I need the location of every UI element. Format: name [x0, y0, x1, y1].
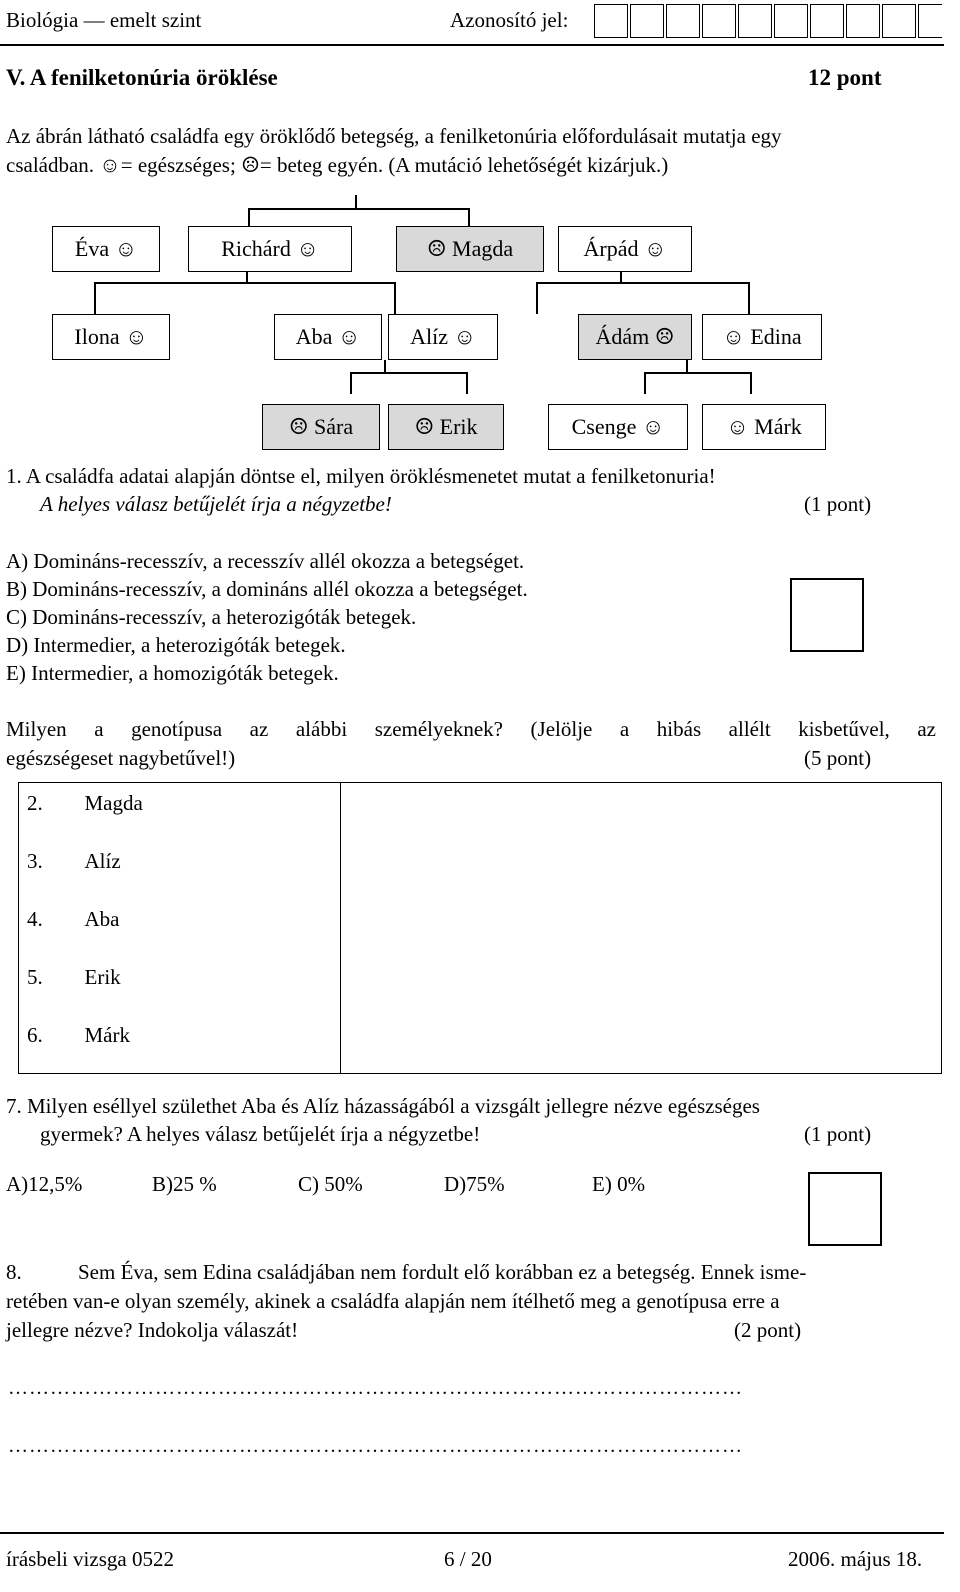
answer-cell[interactable]: [341, 783, 942, 842]
q8-points: (2 pont): [734, 1318, 802, 1342]
footer-rule: [0, 1532, 944, 1534]
id-cell[interactable]: [630, 4, 664, 38]
row-name: Magda: [75, 783, 341, 842]
answer-cell[interactable]: [341, 1015, 942, 1074]
row-number: 2.: [19, 783, 75, 842]
id-cell[interactable]: [774, 4, 808, 38]
row-name: Aba: [75, 899, 341, 957]
id-label: Azonosító jel:: [450, 8, 569, 32]
q1-instruction: A helyes válasz betűjelét írja a négyzetbe!: [40, 492, 392, 516]
person-erik: ☹ Erik: [388, 404, 504, 450]
q7-points: (1 pont): [804, 1122, 872, 1146]
q1-text: 1. A családfa adatai alapján döntse el, milyen öröklésmenetet mutat a fenilketonuria!: [6, 464, 716, 488]
q7-option-a: A)12,5%: [6, 1172, 83, 1196]
q2-text-2: egészségeset nagybetűvel!): [6, 746, 236, 770]
person-csenge: Csenge ☺: [548, 404, 688, 450]
table-row: [19, 841, 942, 899]
person-ilona: Ilona ☺: [52, 314, 170, 360]
footer-left: írásbeli vizsga 0522: [6, 1547, 174, 1571]
person-adam: Ádám ☹: [578, 314, 692, 360]
q7-option-d: D)75%: [444, 1172, 505, 1196]
header-rule: [0, 44, 944, 46]
q7-option-c: C) 50%: [298, 1172, 363, 1196]
id-cell[interactable]: [738, 4, 772, 38]
person-aliz: Alíz ☺: [388, 314, 498, 360]
q1-option-a: A) Domináns-recesszív, a recesszív allél okozza a betegséget.: [6, 549, 525, 573]
q1-option-b: B) Domináns-recesszív, a domináns allél okozza a betegséget.: [6, 577, 528, 601]
id-cell[interactable]: [882, 4, 916, 38]
table-row: [19, 1015, 942, 1074]
q7-option-e: E) 0%: [592, 1172, 646, 1196]
table-row: [19, 899, 942, 957]
person-richard: Richárd ☺: [188, 226, 352, 272]
id-cell[interactable]: [810, 4, 844, 38]
answer-line-2[interactable]: ……………………………………………………………………………………………: [8, 1435, 743, 1457]
row-number: 4.: [19, 899, 75, 957]
table-row: [19, 957, 942, 1015]
q8-text-3: jellegre nézve? Indokolja válaszát!: [6, 1318, 299, 1342]
answer-cell[interactable]: [341, 957, 942, 1015]
genotype-table: [18, 782, 942, 1074]
row-name: Erik: [75, 957, 341, 1015]
row-name: Alíz: [75, 841, 341, 899]
person-arpad: Árpád ☺: [558, 226, 692, 272]
id-cell[interactable]: [594, 4, 628, 38]
q7-answer-box[interactable]: [808, 1172, 882, 1246]
intro-line-2: családban. ☺= egészséges; ☹= beteg egyén. (A mutáció lehetőségét kizárjuk.): [6, 153, 669, 177]
row-number: 5.: [19, 957, 75, 1015]
row-number: 3.: [19, 841, 75, 899]
task-points: 12 pont: [808, 65, 882, 90]
q1-points: (1 pont): [804, 492, 872, 516]
id-cell[interactable]: [918, 4, 942, 38]
row-number: 6.: [19, 1015, 75, 1074]
answer-cell[interactable]: [341, 841, 942, 899]
page-number: 6 / 20: [444, 1547, 492, 1571]
q2-text-1: Milyen a genotípusa az alábbi személyeknek? (Jelölje a hibás allélt kisbetűvel, az: [6, 717, 936, 741]
person-magda: ☹ Magda: [396, 226, 544, 272]
header-subject: Biológia — emelt szint: [6, 8, 202, 32]
table-row: [19, 783, 942, 842]
intro-line-1: Az ábrán látható családfa egy öröklődő betegség, a fenilketonúria előfordulásait mutatja egy: [6, 124, 782, 148]
id-cell[interactable]: [846, 4, 880, 38]
q1-answer-box[interactable]: [790, 578, 864, 652]
q1-option-d: D) Intermedier, a heterozigóták betegek.: [6, 633, 346, 657]
id-cell[interactable]: [666, 4, 700, 38]
q2-text-line-1: [6, 719, 936, 740]
person-aba: Aba ☺: [274, 314, 382, 360]
person-mark: ☺ Márk: [702, 404, 826, 450]
q7-text-1: 7. Milyen eséllyel születhet Aba és Alíz házasságából a vizsgált jellegre nézve egészséges: [6, 1094, 760, 1118]
q1-option-e: E) Intermedier, a homozigóták betegek.: [6, 661, 339, 685]
person-sara: ☹ Sára: [262, 404, 380, 450]
task-title: V. A fenilketonúria öröklése: [6, 65, 278, 90]
footer-date: 2006. május 18.: [788, 1547, 923, 1571]
q8-number: 8.: [6, 1260, 22, 1284]
row-name: Márk: [75, 1015, 341, 1074]
q1-option-c: C) Domináns-recesszív, a heterozigóták betegek.: [6, 605, 417, 629]
q7-text-2: gyermek? A helyes válasz betűjelét írja a négyzetbe!: [40, 1122, 481, 1146]
q8-text-1: Sem Éva, sem Edina családjában nem fordult elő korábban ez a betegség. Ennek isme-: [78, 1260, 807, 1284]
q8-text-2: retében van-e olyan személy, akinek a családfa alapján nem ítélhető meg a genotípusa erre a: [6, 1289, 780, 1313]
answer-cell[interactable]: [341, 899, 942, 957]
person-edina: ☺ Edina: [702, 314, 822, 360]
answer-line-1[interactable]: ……………………………………………………………………………………………: [8, 1377, 743, 1399]
q7-option-b: B)25 %: [152, 1172, 217, 1196]
id-cell[interactable]: [702, 4, 736, 38]
q2-points: (5 pont): [804, 746, 872, 770]
person-eva: Éva ☺: [52, 226, 160, 272]
